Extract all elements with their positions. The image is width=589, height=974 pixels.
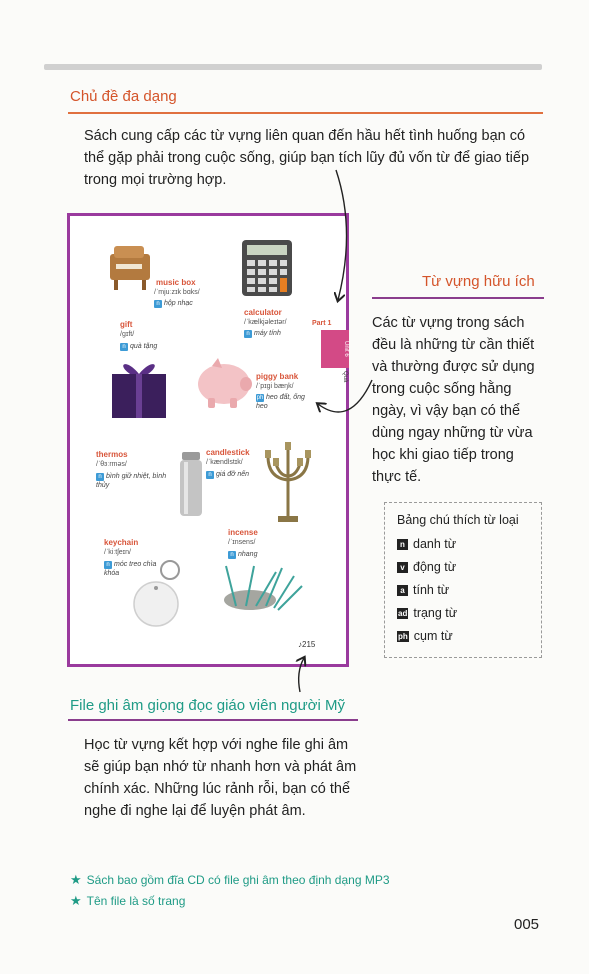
entry-ipa: /ˈmjuːzɪk bɑks/ <box>154 289 200 296</box>
note-text: Sách bao gồm đĩa CD có file ghi âm theo định dạng MP3 <box>86 873 390 887</box>
legend-tag: ph <box>398 631 408 641</box>
meaning-text: bình giữ nhiệt, bình thủy <box>96 473 167 489</box>
text-line: Các từ vựng trong sách <box>372 315 525 331</box>
part-label: Part 1 <box>312 320 332 327</box>
meaning-text: móc treo chìa khóa <box>104 561 157 577</box>
text-line: sẽ giúp bạn nhớ từ nhanh hơn và phát âm <box>84 759 357 775</box>
entry-word: music box <box>156 278 196 287</box>
text-line: đều là những từ cần thiết <box>372 337 535 353</box>
arrow-to-page <box>336 170 347 300</box>
arrow-to-entry <box>318 380 372 412</box>
part-of-speech-tag: ph <box>256 395 264 401</box>
meaning-text: nhang <box>238 551 258 558</box>
legend-title: Bảng chú thích từ loại <box>397 513 519 527</box>
text-line: chính xác. Những lúc rảnh rỗi, bạn có thể <box>84 781 351 797</box>
legend-tag: a <box>397 585 408 596</box>
entry-ipa: /ˈkælkjəleɪtər/ <box>244 319 287 326</box>
star-icon: ★ <box>70 893 82 908</box>
entry-ipa: /ˈkændlstɪk/ <box>206 459 243 466</box>
arrow-to-track <box>299 658 304 692</box>
legend-label: trạng từ <box>413 606 458 620</box>
unit-side-label: Quà <box>342 371 348 383</box>
text-line: ngày, vì vậy bạn có thể <box>372 403 521 419</box>
part-of-speech-tag: n <box>120 343 128 351</box>
unit-tab: Unit 6 <box>321 330 349 368</box>
star-icon: ★ <box>70 872 82 887</box>
note-text: Tên file là số trang <box>86 894 186 908</box>
part-of-speech-tag: n <box>206 471 214 479</box>
entry-ipa: /ˈθɜːrməs/ <box>96 461 127 468</box>
part-of-speech-tag: n <box>228 551 236 559</box>
meaning-text: heo đất, ống heo <box>256 394 305 410</box>
meaning-text: giá đỡ nến <box>216 471 250 478</box>
legend-label: tính từ <box>413 583 450 597</box>
part-of-speech-tag: n <box>96 473 104 481</box>
section-title-useful-words: Từ vựng hữu ích <box>422 273 535 290</box>
entry-word: keychain <box>104 538 139 547</box>
page-number: 005 <box>514 916 540 933</box>
entry-word: gift <box>120 320 133 329</box>
entry-word: piggy bank <box>256 372 299 381</box>
meaning-text: quà tặng <box>130 343 158 350</box>
text-line: thể gặp phải trong cuộc sống, giúp bạn tích lũy đủ vốn từ để giao tiếp <box>84 150 530 166</box>
part-of-speech-tag: n <box>104 561 112 569</box>
entry-ipa: /ˈpɪgi bæŋk/ <box>256 383 294 390</box>
audio-track-number: ♪215 <box>298 640 316 649</box>
entry-word: thermos <box>96 450 128 459</box>
meaning-text: máy tính <box>254 330 281 337</box>
text-line: học khi giao tiếp trong <box>372 447 514 463</box>
entry-ipa: /gɪft/ <box>120 331 135 338</box>
text-line: Sách cung cấp các từ vựng liên quan đến hầu hết tình huống bạn có <box>84 128 526 144</box>
text-line: thực tế. <box>372 469 422 485</box>
entry-ipa: /ˈɪnsens/ <box>228 539 256 546</box>
section-title-audio: File ghi âm giọng đọc giáo viên người Mỹ <box>70 697 346 714</box>
text-line: Học từ vựng kết hợp với nghe file ghi âm <box>84 737 349 753</box>
text-line: trong mọi trường hợp. <box>84 172 227 188</box>
section-title-topics: Chủ đề đa dạng <box>70 88 177 105</box>
legend-tag: v <box>397 562 408 573</box>
meaning-text: hộp nhạc <box>164 300 193 307</box>
legend-tag: ad <box>398 608 408 618</box>
text-line: trong cuộc sống hằng <box>372 381 512 397</box>
part-of-speech-tag: n <box>154 300 162 308</box>
part-of-speech-tag: n <box>244 330 252 338</box>
entry-word: incense <box>228 528 258 537</box>
text-line: và thường được sử dụng <box>372 359 535 375</box>
entry-word: calculator <box>244 308 282 317</box>
text-line: nghe đi nghe lại để luyện phát âm. <box>84 803 306 819</box>
entry-ipa: /ˈkiːtʃeɪn/ <box>104 549 131 556</box>
text-line: dùng ngay những từ vừa <box>372 425 533 441</box>
legend-label: cụm từ <box>413 629 453 643</box>
entry-word: candlestick <box>206 448 250 457</box>
legend-tag: n <box>397 539 408 550</box>
legend-label: danh từ <box>413 537 457 551</box>
legend-label: động từ <box>413 560 457 574</box>
